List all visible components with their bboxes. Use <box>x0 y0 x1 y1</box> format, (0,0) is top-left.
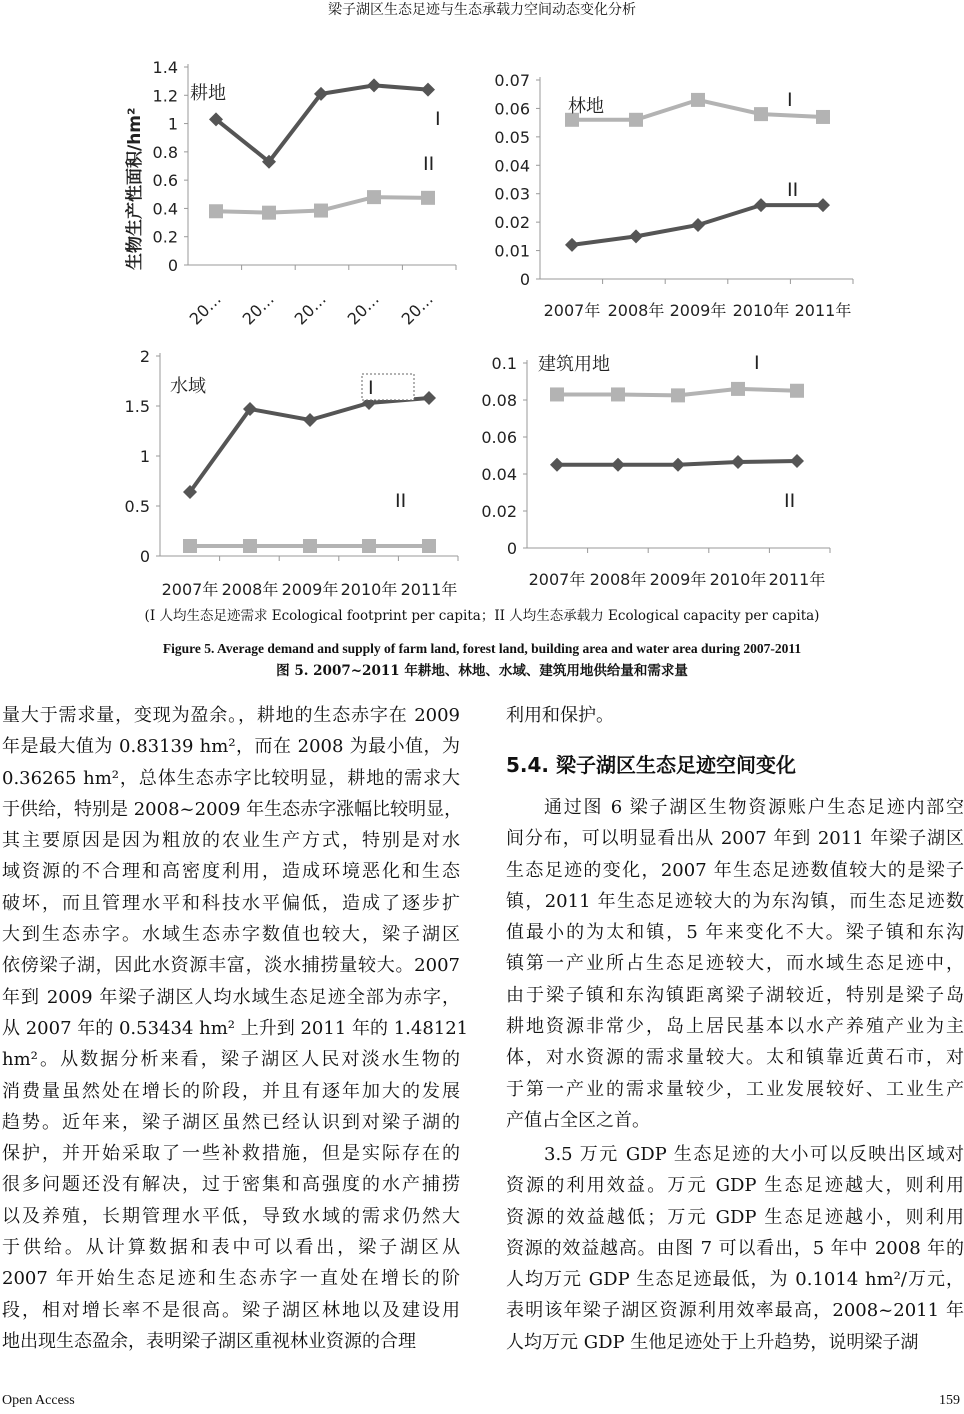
text-line: 很多问题还没有解决，过于密集和高强度的水产捕捞 <box>2 1174 460 1196</box>
data-point-square <box>262 206 276 220</box>
x-tick-label: 20… <box>343 289 383 329</box>
text-line: 镇，2011 年生态足迹较大的为东沟镇，而生态足迹数 <box>506 890 964 912</box>
chart-title: 林地 <box>568 96 604 117</box>
data-point-diamond <box>691 218 705 232</box>
data-point-diamond <box>303 413 317 427</box>
data-point-diamond <box>550 458 564 472</box>
series-label-II: II <box>787 179 799 201</box>
data-point-diamond <box>790 454 804 468</box>
section-heading: 5.4. 梁子湖区生态足迹空间变化 <box>506 753 796 777</box>
data-point-square <box>421 191 435 205</box>
right-column-continuation <box>506 700 964 731</box>
y-tick-label: 0.4 <box>152 199 178 219</box>
series-label-I: I <box>754 352 760 374</box>
data-point-square <box>422 539 436 553</box>
data-point-diamond <box>367 78 381 92</box>
text-line: 年是最大值为 0.83139 hm²，而在 2008 为最小值，为 <box>2 736 460 758</box>
text-line: 段，相对增长率不是很高。梁子湖区林地以及建设用 <box>2 1299 460 1321</box>
text-line: 人均万元 GDP 生态足迹最低，为 0.1014 hm²/万元， <box>506 1269 964 1291</box>
text-line: 大到生态赤字。水域生态赤字数值也较大，梁子湖区 <box>2 924 460 946</box>
y-tick-label: 0.5 <box>124 497 150 516</box>
series-label-I: I <box>368 377 374 399</box>
figure-5-charts <box>0 0 964 600</box>
x-tick-label: 2007年 <box>528 570 586 589</box>
y-axis-label: 生物生产性面积/hm² <box>125 107 145 270</box>
y-tick-label: 0.08 <box>481 391 517 410</box>
data-point-square <box>790 384 804 398</box>
text-line: 3.5 万元 GDP 生态足迹的大小可以反映出区域对 <box>544 1144 964 1165</box>
footer-open-access: Open Access <box>2 1393 75 1408</box>
text-line: 地出现生态盈余，表明梁子湖区重视林业资源的合理 <box>2 1330 416 1352</box>
x-tick-label: 2010年 <box>732 301 790 320</box>
data-point-diamond <box>421 83 435 97</box>
text-line: 依傍梁子湖，因此水资源丰富，淡水捕捞量较大。2007 <box>2 955 460 977</box>
y-tick-label: 0 <box>506 539 517 558</box>
data-point-square <box>303 539 317 553</box>
y-tick-label: 0.06 <box>481 428 517 447</box>
y-tick-label: 1.5 <box>124 397 150 416</box>
data-point-diamond <box>565 238 579 252</box>
chart-title: 水域 <box>170 376 206 397</box>
x-tick-label: 2008年 <box>221 580 279 599</box>
text-line: 保护，并开始采取了一些补救措施，但是实际存在的 <box>2 1143 460 1165</box>
x-tick-label: 2011年 <box>768 570 826 589</box>
chart-title: 耕地 <box>190 83 226 104</box>
x-tick-label: 2007年 <box>161 580 219 599</box>
y-tick-label: 1 <box>167 114 178 134</box>
text-line: 2007 年开始生态足迹和生态赤字一直处在增长的阶 <box>2 1268 460 1290</box>
x-tick-label: 2007年 <box>543 301 601 320</box>
x-tick-label: 20… <box>290 289 330 329</box>
text-line: 利用和保护。 <box>506 705 614 726</box>
data-point-square <box>629 113 643 127</box>
paragraph-gdp-footprint <box>506 1139 964 1358</box>
data-point-diamond <box>422 391 436 405</box>
data-point-square <box>611 387 625 401</box>
x-tick-label: 20… <box>238 289 278 329</box>
text-line: hm²。从数据分析来看，梁子湖区人民对淡水生物的 <box>2 1049 460 1071</box>
left-column-text <box>2 700 469 1357</box>
data-point-square <box>671 388 685 402</box>
text-line: 产值占全区之首。 <box>506 1109 650 1131</box>
text-line: 耕地资源非常少，岛上居民基本以水产养殖产业为主 <box>506 1016 964 1038</box>
x-tick-label: 2010年 <box>340 580 398 599</box>
text-line: 域资源的不合理和高密度利用，造成环境恶化和生态 <box>2 861 460 883</box>
text-line: 于供给，特别是 2008~2009 年生态赤字涨幅比较明显， <box>2 798 463 820</box>
text-line: 年到 2009 年梁子湖区人均水域生态足迹全部为赤字， <box>2 986 460 1008</box>
y-tick-label: 0.04 <box>481 465 517 484</box>
y-tick-label: 0.2 <box>152 227 178 247</box>
text-line: 生态足迹的变化，2007 年生态足迹数值较大的是梁子 <box>506 859 964 881</box>
running-header: 梁子湖区生态足迹与生态承载力空间动态变化分析 <box>328 2 636 18</box>
text-line: 量大于需求量，变现为盈余。，耕地的生态赤字在 2009 <box>2 705 460 726</box>
text-line: 其主要原因是因为粗放的农业生产方式，特别是对水 <box>2 830 460 852</box>
y-tick-label: 2 <box>139 347 150 366</box>
series-label-I: I <box>787 89 793 111</box>
x-tick-label: 2011年 <box>400 580 458 599</box>
text-line: 资源的利用效益。万元 GDP 生态足迹越大，则利用 <box>506 1175 964 1197</box>
y-tick-label: 0.04 <box>494 156 530 176</box>
figure-caption-en: Figure 5. Average demand and supply of farm land, forest land, building area and water area during 2007-2011 <box>162 641 802 656</box>
data-point-square <box>367 190 381 204</box>
data-point-square <box>731 382 745 396</box>
figure-legend-note: (I 人均生态足迹需求 Ecological footprint per capita；II 人均生态承载力 Ecological capacity per capita) <box>144 608 820 624</box>
series-label-I: I <box>435 108 441 130</box>
series-label-II: II <box>784 490 796 512</box>
y-tick-label: 1 <box>139 447 150 466</box>
text-line: 人均万元 GDP 生他足迹处于上升趋势，说明梁子湖 <box>506 1331 919 1353</box>
text-line: 镇第一产业所占生态足迹较大，而水域生态足迹中， <box>506 953 964 975</box>
chart-title: 建筑用地 <box>538 354 610 375</box>
text-line: 破坏，而且管理水平和科技水平偏低，造成了逐步扩 <box>2 892 460 914</box>
text-line: 通过图 6 梁子湖区生物资源账户生态足迹内部空 <box>544 797 964 818</box>
data-point-diamond <box>671 458 685 472</box>
page-number: 159 <box>939 1393 960 1408</box>
text-line: 表明该年梁子湖区资源利用效率最高，2008~2011 年 <box>506 1300 964 1322</box>
data-point-diamond <box>816 198 830 212</box>
x-tick-label: 2009年 <box>649 570 707 589</box>
x-tick-label: 2009年 <box>281 580 339 599</box>
y-tick-label: 1.4 <box>152 58 178 77</box>
text-line: 由于梁子镇和东沟镇距离梁子湖较近，特别是梁子岛 <box>506 984 964 1006</box>
text-line: 资源的效益越低；万元 GDP 生态足迹越小，则利用 <box>506 1206 964 1228</box>
data-point-square <box>209 204 223 218</box>
y-tick-label: 0 <box>519 270 530 289</box>
y-tick-label: 0 <box>139 547 150 566</box>
data-point-square <box>362 539 376 553</box>
y-tick-label: 0.07 <box>494 71 530 90</box>
x-tick-label: 2008年 <box>607 301 665 320</box>
y-tick-label: 1.2 <box>152 86 178 106</box>
text-line: 从 2007 年的 0.53434 hm² 上升到 2011 年的 1.48121 <box>2 1017 469 1039</box>
y-tick-label: 0.06 <box>494 99 530 119</box>
y-tick-label: 0.03 <box>494 184 530 204</box>
data-point-square <box>550 387 564 401</box>
text-line: 于供给。从计算数据和表中可以看出，梁子湖区从 <box>2 1237 460 1259</box>
series-label-II: II <box>395 490 407 512</box>
text-line: 以及养殖，长期管理水平低，导致水域的需求仍然大 <box>2 1205 460 1227</box>
text-line: 趋势。近年来，梁子湖区虽然已经认识到对梁子湖的 <box>2 1111 460 1133</box>
data-point-square <box>183 539 197 553</box>
y-tick-label: 0.8 <box>152 142 178 162</box>
x-tick-label: 2009年 <box>669 301 727 320</box>
data-point-square <box>243 539 257 553</box>
y-tick-label: 0.01 <box>494 241 530 261</box>
text-line: 0.36265 hm²，总体生态赤字比较明显，耕地的需求大 <box>2 767 461 789</box>
y-tick-label: 0.02 <box>481 502 517 521</box>
y-tick-label: 0.6 <box>152 171 178 191</box>
data-point-diamond <box>731 455 745 469</box>
y-tick-label: 0 <box>167 256 178 275</box>
paragraph-spatial-change <box>506 792 964 1136</box>
data-point-square <box>754 107 768 121</box>
text-line: 资源的效益越高。由图 7 可以看出，5 年中 2008 年的 <box>506 1237 964 1259</box>
data-point-diamond <box>611 458 625 472</box>
x-tick-label: 20… <box>397 289 437 329</box>
data-point-diamond <box>629 229 643 243</box>
x-tick-label: 2010年 <box>709 570 767 589</box>
text-line: 体，对水资源的需求量较大。太和镇靠近黄石市，对 <box>506 1047 964 1069</box>
text-line: 值最小的为太和镇，5 年来变化不大。梁子镇和东沟 <box>506 922 964 944</box>
data-point-square <box>816 110 830 124</box>
y-tick-label: 0.1 <box>491 354 517 373</box>
series-label-II: II <box>423 153 435 175</box>
text-line: 消费量虽然处在增长的阶段，并且有逐年加大的发展 <box>2 1080 460 1102</box>
text-line: 于第一产业的需求量较少，工业发展较好、工业生产 <box>506 1078 964 1100</box>
data-point-square <box>314 204 328 218</box>
data-point-square <box>691 93 705 107</box>
x-tick-label: 2011年 <box>794 301 852 320</box>
data-point-diamond <box>754 198 768 212</box>
x-tick-label: 20… <box>185 289 225 329</box>
y-tick-label: 0.05 <box>494 127 530 147</box>
y-tick-label: 0.02 <box>494 213 530 233</box>
figure-caption-zh: 图 5. 2007~2011 年耕地、林地、水域、建筑用地供给量和需求量 <box>276 663 688 679</box>
x-tick-label: 2008年 <box>589 570 647 589</box>
series-line-I <box>190 398 429 492</box>
text-line: 间分布，可以明显看出从 2007 年到 2011 年梁子湖区 <box>506 828 964 850</box>
